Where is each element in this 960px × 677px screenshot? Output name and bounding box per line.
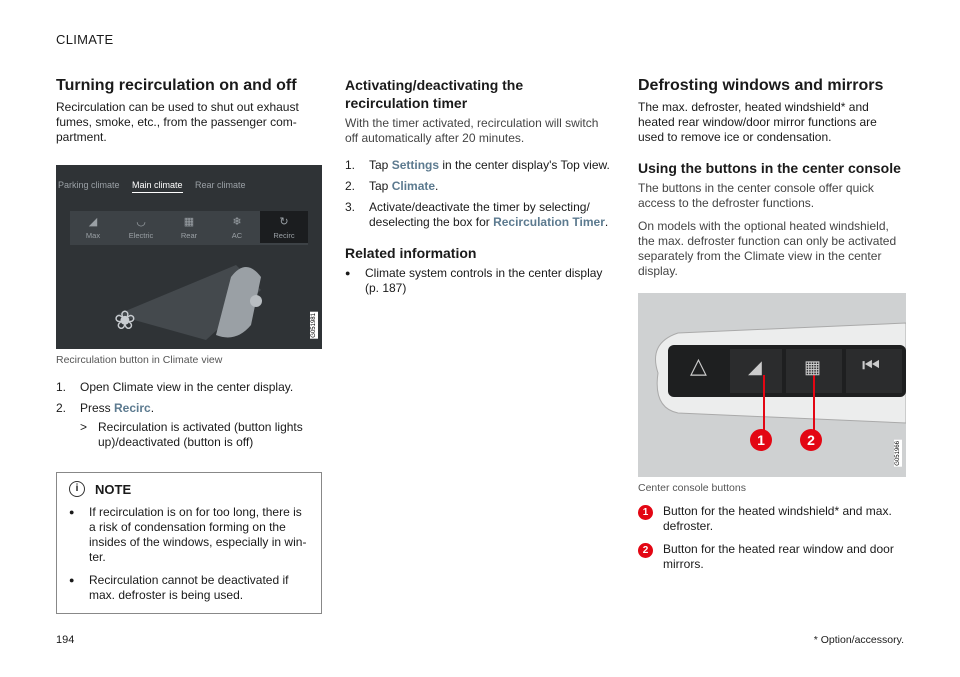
- heading-defrost: Defrosting windows and mirrors: [638, 77, 884, 94]
- center-console-figure: [638, 293, 906, 477]
- column-timer: [345, 76, 611, 304]
- tab-rear-climate: Rear climate: [195, 180, 246, 190]
- marker-2: 2: [800, 429, 822, 451]
- max-defrost-button[interactable]: ◢ Max: [70, 211, 116, 243]
- column-recirculation: [56, 76, 322, 614]
- intro-defrost: The max. defroster, heated windshield* and heated rear window/door mirror functions are used to remove ice or condensation.: [638, 100, 877, 144]
- timer-step-1: 1. Tap Settings in the center display's Top view.: [345, 158, 610, 172]
- step-result: > Recirculation is activated (button lights up)/deactivated (button is off): [80, 420, 303, 449]
- console-para-2: On models with the optional heated windshield, the max. defroster function can only be activated separately from the Climate view in the center display.: [638, 219, 897, 278]
- recirculation-icon: ↻: [279, 216, 289, 228]
- ac-button[interactable]: ❄ AC: [214, 211, 260, 243]
- timer-step-3: 3. Activate/deactivate the timer by selecting/ deselecting the box for Recirculation Timer.: [345, 200, 609, 229]
- step-2: 2. Press Recirc.: [56, 401, 155, 415]
- note-item: ● If recirculation is on for too long, there is a risk of condensation forming on the insides of the windows, especially in win-ter.: [69, 505, 307, 564]
- page-number: 194: [56, 634, 75, 646]
- column-defrost: [638, 76, 904, 580]
- figure-caption: Center console buttons: [638, 482, 746, 494]
- timer-step-2: 2. Tap Climate.: [345, 179, 439, 193]
- heading-console-buttons: Using the buttons in the center console: [638, 160, 901, 176]
- electric-defrost-icon: ◡: [136, 216, 146, 228]
- heading-timer: Activating/deactivating the recirculation timer: [345, 77, 524, 111]
- heading-recirculation: Turning recirculation on and off: [56, 77, 297, 94]
- windshield-defrost-icon: ◢: [88, 216, 98, 228]
- info-icon: i: [69, 481, 85, 497]
- intro-timer: With the timer activated, recirculation will switch off automatically after 20 minutes.: [345, 116, 599, 145]
- note-box: [56, 472, 322, 614]
- tab-parking-climate: Parking climate: [58, 180, 120, 190]
- step-1: 1. Open Climate view in the center display.: [56, 380, 294, 394]
- settings-label: Settings: [391, 158, 440, 172]
- footnote-option: * Option/accessory.: [813, 634, 904, 646]
- note-title: NOTE: [95, 481, 132, 497]
- figure-code: G051981: [311, 313, 317, 338]
- console-illustration: [638, 293, 906, 477]
- callout-2: 2 Button for the heated rear window and door mirrors.: [638, 542, 904, 572]
- recirc-label: Recirc: [114, 401, 151, 415]
- recirc-button[interactable]: ↻ Recirc: [260, 211, 308, 243]
- electric-defrost-button[interactable]: ◡ Electric: [118, 211, 164, 243]
- rear-defrost-icon: ▦: [183, 216, 195, 228]
- intro-recirculation: Recirculation can be used to shut out exhaust fumes, smoke, etc., from the passenger com-partment.: [56, 100, 299, 144]
- fan-icon: ❀: [114, 305, 136, 335]
- tab-main-climate: Main climate: [132, 180, 183, 193]
- hazard-icon: △: [690, 353, 707, 378]
- windshield-defrost-icon: ◢: [748, 357, 762, 377]
- figure-code: G051966: [895, 441, 901, 466]
- skip-back-icon: ⏮: [862, 355, 880, 377]
- marker-1: 1: [750, 429, 772, 451]
- seat-illustration: [56, 165, 322, 349]
- climate-view-figure: [56, 165, 322, 349]
- callout-1: 1 Button for the heated windshield* and max. defroster.: [638, 504, 904, 534]
- figure-caption: Recirculation button in Climate view: [56, 354, 223, 366]
- rear-defrost-button[interactable]: ▦ Rear: [166, 211, 212, 243]
- heading-related: Related information: [345, 245, 477, 261]
- snowflake-icon: ❄: [232, 216, 242, 228]
- rear-defrost-icon: ▦: [804, 357, 822, 377]
- recirculation-timer-label: Recirculation Timer: [493, 215, 605, 229]
- note-item: ● Recirculation cannot be deactivated if max. defroster is being used.: [69, 573, 289, 602]
- climate-label: Climate: [391, 179, 436, 193]
- section-header: CLIMATE: [56, 32, 114, 47]
- console-para-1: The buttons in the center console offer quick access to the defroster functions.: [638, 181, 874, 210]
- related-link[interactable]: ● Climate system controls in the center display (p. 187): [345, 266, 603, 295]
